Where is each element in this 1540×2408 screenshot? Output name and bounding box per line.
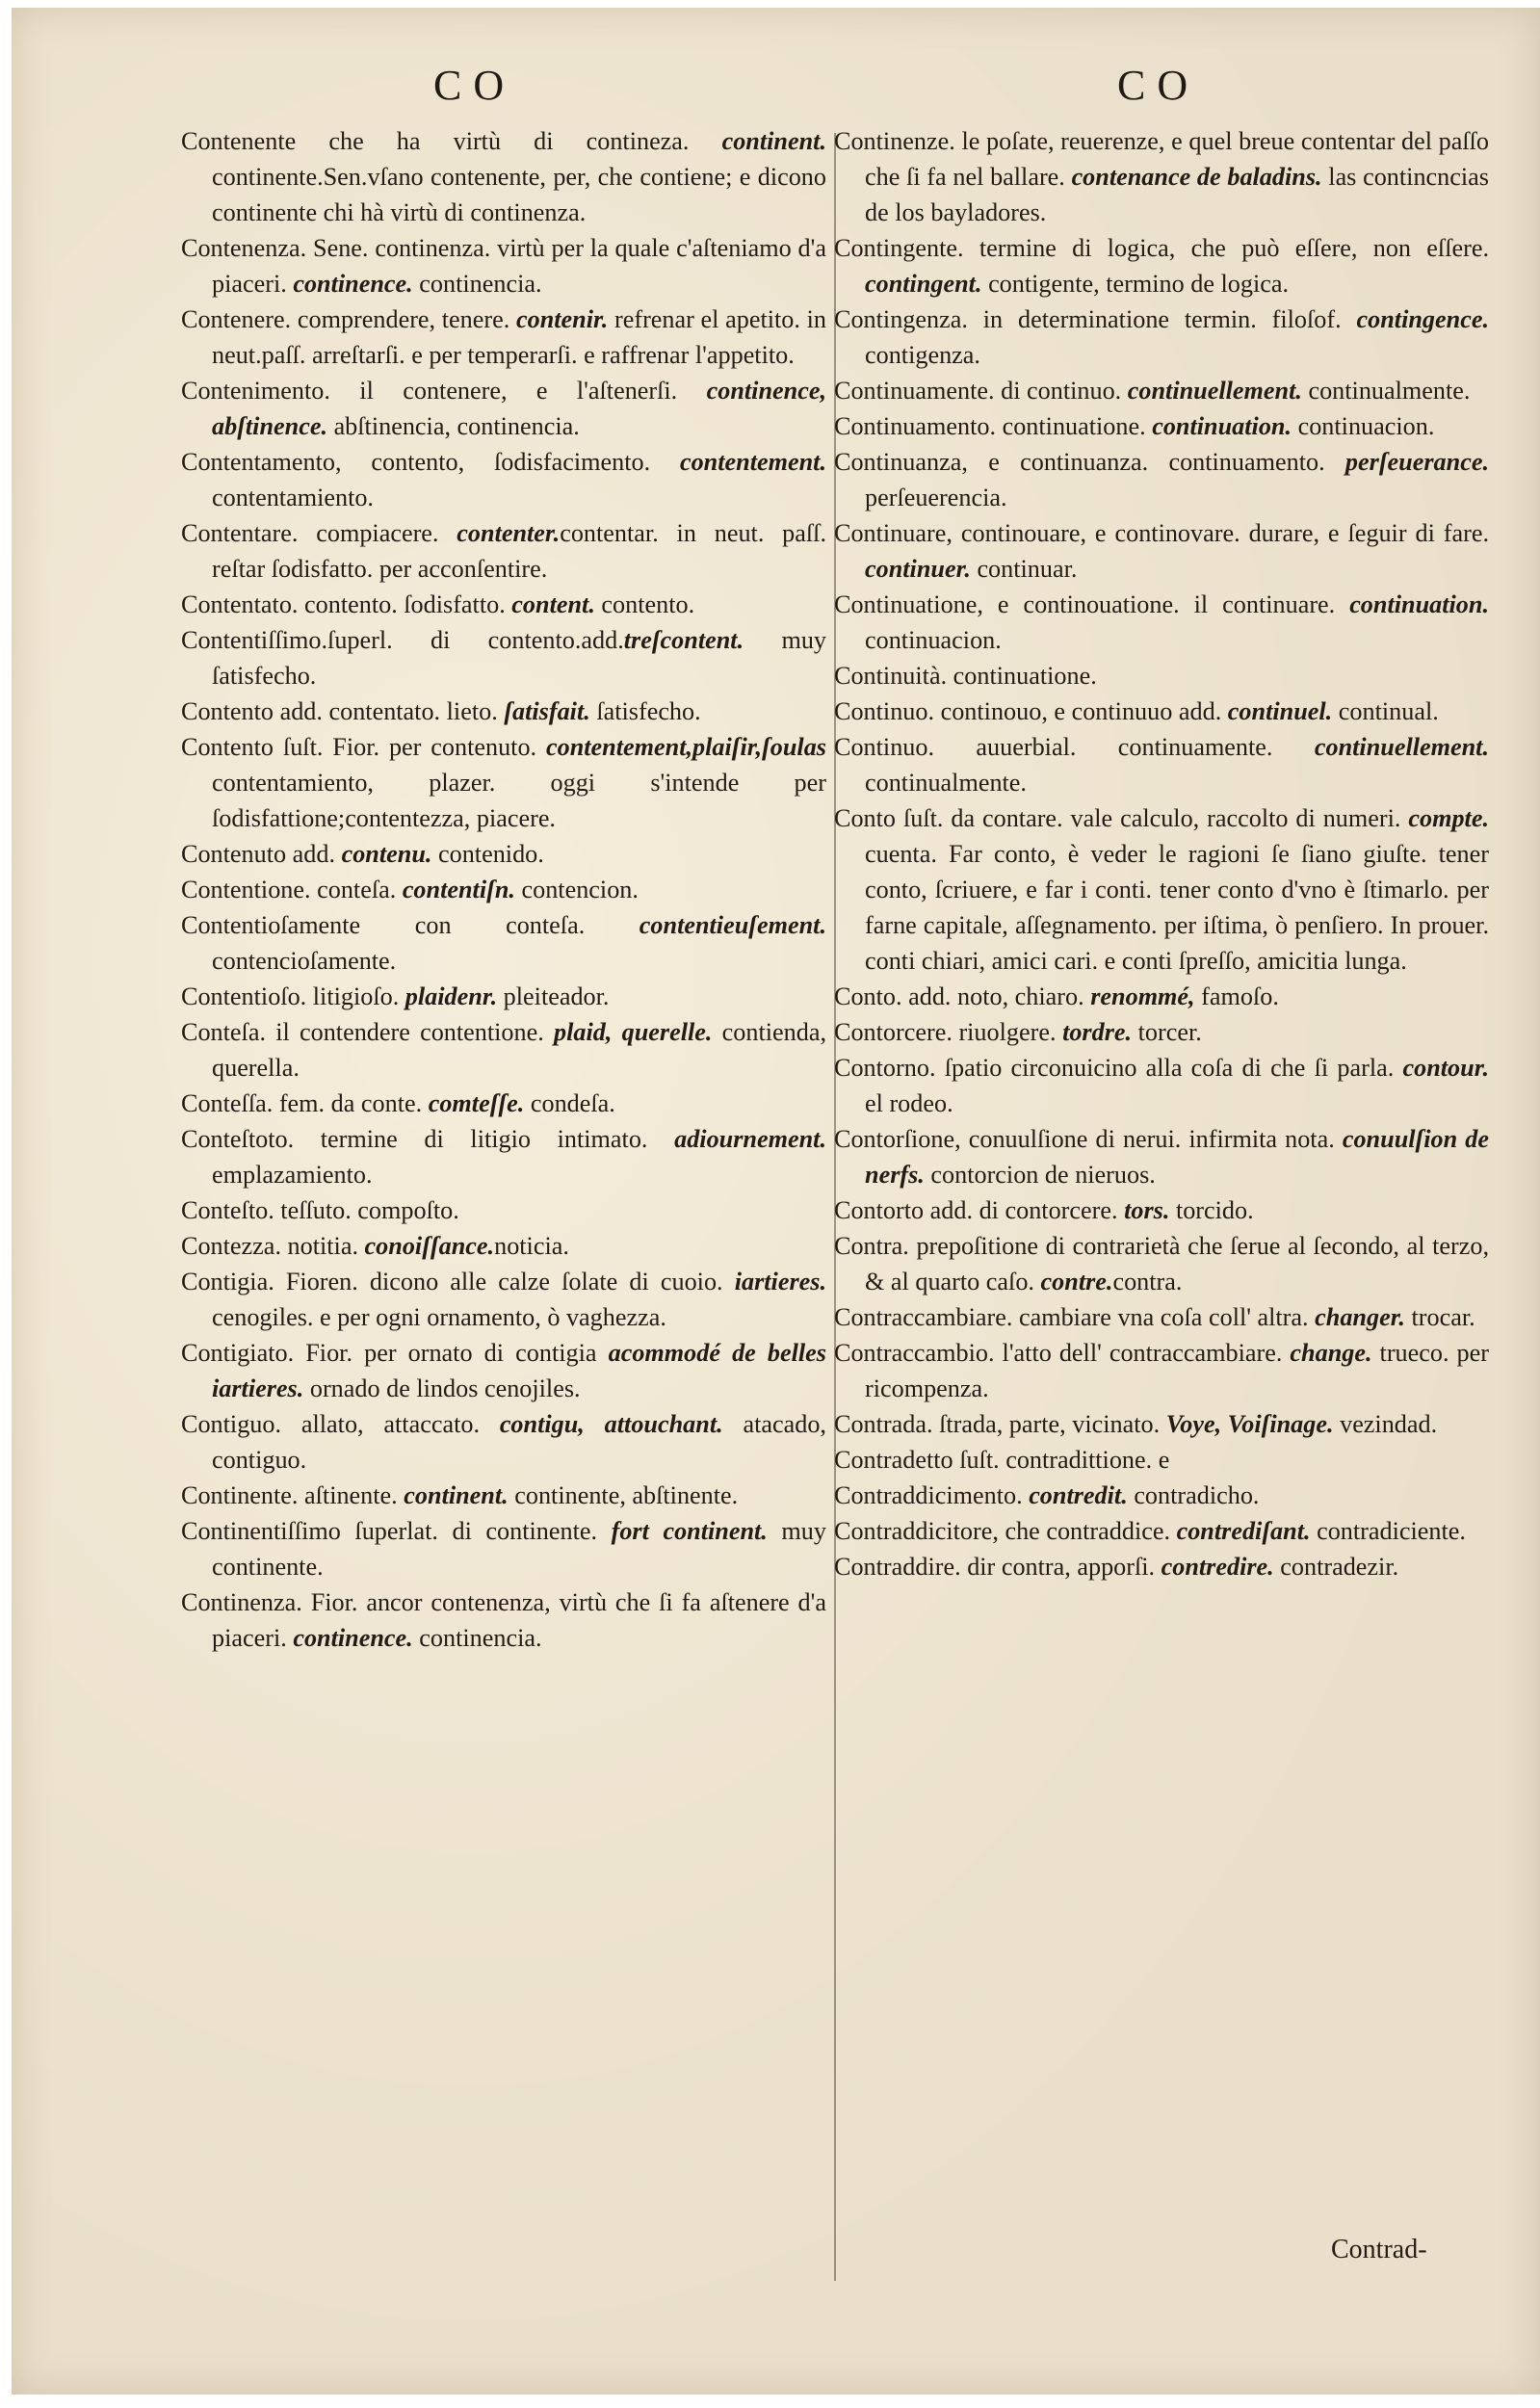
definition-text: . il contendere contentione.	[259, 1018, 555, 1046]
spanish-equivalent: continuar.	[970, 555, 1078, 583]
french-equivalent: compte.	[1408, 804, 1489, 832]
french-equivalent: continence.	[293, 1624, 413, 1652]
dictionary-entry	[834, 301, 1489, 373]
french-equivalent: content.	[511, 590, 595, 618]
definition-text: . conteſa.	[304, 876, 403, 903]
french-equivalent: treſcontent.	[623, 626, 744, 654]
french-equivalent: contentement,plaiſir,ſoulas	[546, 733, 826, 761]
spanish-equivalent: continencia.	[412, 270, 542, 298]
dictionary-entry	[834, 1335, 1489, 1406]
french-equivalent: contenter.	[457, 519, 561, 547]
spanish-equivalent: contentamiento, plazer. oggi s'intende per ſodisfattione;contentezza, piacere.	[212, 769, 826, 832]
left-column	[181, 123, 826, 1656]
headword: Conteſto	[181, 1196, 269, 1224]
dictionary-entry	[834, 408, 1489, 444]
definition-text: . teſſuto. compoſto.	[268, 1196, 459, 1224]
headword: Contenuto	[181, 840, 287, 868]
spanish-equivalent: famoſo.	[1194, 982, 1279, 1010]
definition-text: ſuperlat. di continente.	[340, 1517, 612, 1545]
dictionary-entry	[181, 373, 826, 444]
definition-text: . contento. ſodisfatto.	[291, 590, 512, 618]
headword: Contraddicitore	[834, 1517, 993, 1545]
dictionary-entry	[834, 444, 1489, 515]
definition-text: . prepoſitione di contrarietà che ſerue al ſecondo, al terzo, & al quarto caſo.	[865, 1232, 1489, 1296]
french-equivalent: continuer.	[865, 555, 971, 583]
spanish-equivalent: contienda, querella.	[212, 1018, 826, 1082]
definition-text: . riuolgere.	[946, 1018, 1063, 1046]
headword: Contenenza	[181, 234, 300, 262]
dictionary-entry	[834, 123, 1489, 230]
spanish-equivalent: continual.	[1332, 697, 1439, 725]
headword: Continuità	[834, 662, 941, 690]
french-equivalent: contre.	[1040, 1268, 1113, 1296]
dictionary-entry	[181, 301, 826, 373]
french-equivalent: conuulſion de nerfs.	[865, 1125, 1489, 1189]
dictionary-entry	[834, 979, 1489, 1014]
spanish-equivalent: contigente, termino de logica.	[981, 270, 1290, 298]
spanish-equivalent: atacado, contiguo.	[212, 1410, 826, 1474]
dictionary-entry	[181, 1406, 826, 1478]
dictionary-entry	[181, 1228, 826, 1264]
definition-text: , e continouatione. il continuare.	[977, 590, 1350, 618]
french-equivalent: continence, abſtinence.	[212, 377, 826, 440]
spanish-equivalent: ſatisfecho.	[589, 697, 701, 725]
french-equivalent: perſeuerance.	[1344, 448, 1489, 476]
spanish-equivalent: contradezir.	[1273, 1553, 1399, 1581]
definition-text: . termine di litigio intimato.	[287, 1125, 675, 1153]
catchword: Contrad-	[1331, 2235, 1427, 2264]
spanish-equivalent: continuacion.	[865, 626, 1002, 654]
definition-text: add. di contorcere.	[924, 1196, 1125, 1224]
headword: Continuo	[834, 733, 928, 761]
definition-text: ſuſt. da contare. vale calculo, raccolto di numeri.	[896, 804, 1409, 832]
headword: Conto	[834, 804, 897, 832]
definition-text: . termine di logica, che può eſſere, non eſſere.	[957, 234, 1489, 262]
french-equivalent: contenance de baladins.	[1071, 163, 1322, 191]
dictionary-entry	[181, 872, 826, 907]
definition-text: . Fior. ancor contenenza, virtù che ſi fa aſtenere d'a piaceri.	[212, 1588, 826, 1652]
headword: Continentiſſimo	[181, 1517, 341, 1545]
spanish-equivalent: contradiciente.	[1310, 1517, 1466, 1545]
french-equivalent: conoiſſance.	[364, 1232, 495, 1260]
french-equivalent: fort continent.	[611, 1517, 768, 1545]
french-equivalent: contredit.	[1029, 1481, 1128, 1509]
french-equivalent: iartieres.	[734, 1268, 826, 1296]
headword: Continente	[181, 1481, 292, 1509]
spanish-equivalent: contigenza.	[865, 341, 980, 369]
spanish-equivalent: perſeuerencia.	[865, 484, 1007, 511]
definition-text: .	[1016, 1481, 1030, 1509]
dictionary-entry	[181, 1192, 826, 1228]
definition-text: . add. noto, chiaro.	[896, 982, 1091, 1010]
headword: Contento	[181, 733, 274, 761]
dictionary-entry	[181, 1513, 826, 1584]
french-equivalent: acommodé de belles iartieres.	[212, 1339, 826, 1402]
dictionary-entry	[181, 1478, 826, 1513]
spanish-equivalent: condeſa.	[524, 1089, 615, 1117]
headword: Continuo	[834, 697, 928, 725]
headword: Contraccambio	[834, 1339, 988, 1367]
dictionary-entry	[834, 1549, 1489, 1584]
headword: Continenza	[181, 1588, 297, 1616]
french-equivalent: contingent.	[865, 270, 982, 298]
spanish-equivalent: cuenta. Far conto, è veder le ragioni ſe ſiano giuſte. tener conto, ſcriuere, e far i conti. tener conto d'vno è ſtimarlo. per farne capitale, aſſegnamento. per iſtima, ò penſiero. In prouer. conti chiari, amici cari. e conti ſpreſſo, amicitia lunga.	[865, 840, 1489, 975]
spanish-equivalent: torcido.	[1169, 1196, 1254, 1224]
dictionary-entry	[181, 729, 826, 836]
definition-text: . compiacere.	[291, 519, 457, 547]
headword: Contorſione	[834, 1125, 955, 1153]
spanish-equivalent: noticia.	[494, 1232, 569, 1260]
definition-text: . aſtinente.	[291, 1481, 405, 1509]
spanish-equivalent: contradicho.	[1127, 1481, 1260, 1509]
definition-text: . ſtrada, parte, vicinato.	[927, 1410, 1166, 1438]
french-equivalent: contenu.	[341, 840, 432, 868]
french-equivalent: continuel.	[1227, 697, 1333, 725]
definition-text: . di continuo.	[988, 377, 1128, 405]
spanish-equivalent: pleiteador.	[497, 982, 610, 1010]
french-equivalent: change.	[1290, 1339, 1372, 1367]
headword: Contento	[181, 697, 274, 725]
spanish-equivalent: vezindad.	[1333, 1410, 1438, 1438]
headword: Contraddire	[834, 1553, 955, 1581]
french-equivalent: changer.	[1315, 1303, 1405, 1331]
headword: Contentione	[181, 876, 305, 903]
headword: Contentamento	[181, 448, 336, 476]
dictionary-entry	[834, 1228, 1489, 1299]
definition-text: . allato, attaccato.	[274, 1410, 500, 1438]
spanish-equivalent: muy ſatisfecho.	[212, 626, 827, 690]
french-equivalent: ſatisfait.	[504, 697, 590, 725]
headword: Contingente	[834, 234, 958, 262]
french-equivalent: continuation.	[1152, 412, 1292, 440]
definition-text: . notitia.	[274, 1232, 365, 1260]
dictionary-entry	[181, 1086, 826, 1121]
dictionary-entry	[834, 1478, 1489, 1513]
definition-text: . litigioſo.	[300, 982, 405, 1010]
spanish-equivalent: trocar.	[1404, 1303, 1475, 1331]
definition-text: add.	[286, 840, 342, 868]
definition-text: . cambiare vna coſa coll' altra.	[1005, 1303, 1316, 1331]
spanish-equivalent: abſtinencia, continencia.	[327, 412, 580, 440]
french-equivalent: plaidenr.	[405, 982, 498, 1010]
running-header-right: CO	[1117, 62, 1200, 109]
definition-text: . ſpatio circonuicino alla coſa di che ſi parla.	[928, 1054, 1403, 1082]
spanish-equivalent: contencioſamente.	[212, 947, 397, 975]
spanish-equivalent: contenido.	[431, 840, 544, 868]
definition-text: , che contraddice.	[992, 1517, 1177, 1545]
headword: Continuanza	[834, 448, 962, 476]
dictionary-entry	[834, 1014, 1489, 1050]
spanish-equivalent: emplazamiento.	[212, 1161, 373, 1189]
spanish-equivalent: trueco. per ricompenza.	[865, 1339, 1489, 1402]
french-equivalent: continuation.	[1349, 590, 1489, 618]
headword: Contenimento	[181, 377, 325, 405]
french-equivalent: continence.	[293, 270, 413, 298]
french-equivalent: adiournement.	[674, 1125, 826, 1153]
headword: Conto	[834, 982, 897, 1010]
french-equivalent: continuellement.	[1127, 377, 1302, 405]
spanish-equivalent: continualmente.	[1301, 377, 1471, 405]
dictionary-entry	[834, 1513, 1489, 1549]
definition-text: , continouare, e continovare. durare, e ſeguir di fare.	[946, 519, 1489, 547]
french-equivalent: contentement.	[679, 448, 826, 476]
definition-text: . continuatione.	[989, 412, 1153, 440]
headword: Contraccambiare	[834, 1303, 1006, 1331]
spanish-equivalent: contorcion de nieruos.	[924, 1161, 1156, 1189]
headword: Contigiato	[181, 1339, 288, 1367]
french-equivalent: contentiſn.	[402, 876, 515, 903]
headword: Continuare	[834, 519, 947, 547]
spanish-equivalent: contento.	[594, 590, 695, 618]
dictionary-entry	[834, 694, 1489, 729]
dictionary-entry	[834, 230, 1489, 301]
headword: Contrada	[834, 1410, 927, 1438]
dictionary-entry	[834, 729, 1489, 800]
french-equivalent: Voye, Voiſinage.	[1165, 1410, 1334, 1438]
spanish-equivalent: refrenar el apetito. in neut.paſſ. arreſtarſi. e per temperarſi. e raffrenar l'appetito.	[212, 305, 826, 369]
french-equivalent: contingence.	[1356, 305, 1489, 333]
definition-text: che ha virtù di contineza.	[296, 127, 722, 155]
dictionary-entry	[181, 1014, 826, 1086]
headword: Contradetto	[834, 1446, 953, 1474]
french-equivalent: contredire.	[1161, 1553, 1274, 1581]
dictionary-entry	[181, 1335, 826, 1406]
definition-text: , contento, ſodisfacimento.	[335, 448, 680, 476]
definition-text: ſuſt. Fior. per contenuto.	[274, 733, 546, 761]
definition-text: . Sene. continenza. virtù per la quale c'aſteniamo d'a piaceri.	[212, 234, 826, 298]
definition-text: . l'atto dell' contraccambiare.	[987, 1339, 1291, 1367]
headword: Contraddicimento	[834, 1481, 1017, 1509]
dictionary-entry	[834, 658, 1489, 694]
spanish-equivalent: contentamiento.	[212, 484, 374, 511]
spanish-equivalent: continuacion.	[1292, 412, 1435, 440]
headword: Contingenza	[834, 305, 962, 333]
french-equivalent: continuellement.	[1314, 733, 1489, 761]
dictionary-entry	[181, 444, 826, 515]
spanish-equivalent: el rodeo.	[865, 1089, 953, 1117]
dictionary-entry	[181, 230, 826, 301]
headword: Contigia	[181, 1268, 269, 1296]
spanish-equivalent: contencion.	[514, 876, 639, 903]
definition-text: . le poſate, reuerenze, e quel breue contentar del paſſo che ſi fa nel ballare.	[865, 127, 1489, 191]
headword: Contenere	[181, 305, 285, 333]
french-equivalent: plaid, querelle.	[554, 1018, 713, 1046]
dictionary-entry	[181, 1584, 826, 1656]
definition-text: . continouo, e continuuo add.	[927, 697, 1228, 725]
dictionary-entry	[834, 1442, 1489, 1478]
definition-text: .ſuperl. di contento.add.	[321, 626, 624, 654]
spanish-equivalent: ornado de lindos cenojiles.	[303, 1374, 581, 1402]
french-equivalent: contigu, attouchant.	[499, 1410, 723, 1438]
definition-text: . il contenere, e l'aſtenerſi.	[324, 377, 707, 405]
spanish-equivalent: continencia.	[412, 1624, 542, 1652]
headword: Contorcere	[834, 1018, 947, 1046]
dictionary-entry	[834, 1121, 1489, 1192]
headword: Continuatione	[834, 590, 978, 618]
definition-text: . Fioren. dicono alle calze ſolate di cuoio.	[268, 1268, 735, 1296]
headword: Contentioſo	[181, 982, 300, 1010]
definition-text: . fem. da conte.	[266, 1089, 429, 1117]
headword: Continenze	[834, 127, 950, 155]
french-equivalent: tors.	[1124, 1196, 1170, 1224]
spanish-equivalent: continente, abſtinente.	[508, 1481, 739, 1509]
definition-text: con conteſa.	[360, 911, 639, 939]
headword: Contentare	[181, 519, 292, 547]
dictionary-entry	[834, 1050, 1489, 1121]
dictionary-entry	[834, 587, 1489, 658]
dictionary-entry	[181, 1264, 826, 1335]
headword: Contenente	[181, 127, 297, 155]
definition-text: . auuerbial. continuamente.	[927, 733, 1315, 761]
french-equivalent: contour.	[1402, 1054, 1489, 1082]
definition-text: . Fior. per ornato di contigia	[287, 1339, 609, 1367]
definition-text: , conuulſione di nerui. infirmita nota.	[954, 1125, 1343, 1153]
headword: Conteſa	[181, 1018, 260, 1046]
french-equivalent: tordre.	[1062, 1018, 1133, 1046]
dictionary-entry	[181, 515, 826, 587]
spanish-equivalent: muy continente.	[212, 1517, 826, 1581]
dictionary-entry	[834, 373, 1489, 408]
dictionary-entry	[834, 800, 1489, 979]
definition-text: . comprendere, tenere.	[284, 305, 516, 333]
dictionary-entry	[181, 587, 826, 622]
headword: Conteſtoto	[181, 1125, 288, 1153]
dictionary-entry	[181, 123, 826, 230]
dictionary-entry	[834, 515, 1489, 587]
dictionary-entry	[834, 1406, 1489, 1442]
french-equivalent: contrediſant.	[1176, 1517, 1311, 1545]
headword: Contiguo	[181, 1410, 275, 1438]
headword: Contra	[834, 1232, 903, 1260]
headword: Contezza	[181, 1232, 275, 1260]
headword: Conteſſa	[181, 1089, 267, 1117]
french-equivalent: renommé,	[1090, 982, 1195, 1010]
definition-text: . dir contra, apporſi.	[954, 1553, 1162, 1581]
headword: Continuamento	[834, 412, 990, 440]
definition-text: ſuſt. contradittione. e	[953, 1446, 1170, 1474]
headword: Contorno	[834, 1054, 929, 1082]
definition-text: , e continuanza. continuamento.	[961, 448, 1345, 476]
dictionary-entry	[181, 836, 826, 872]
running-header-left: CO	[433, 62, 516, 109]
dictionary-entry	[834, 1192, 1489, 1228]
french-equivalent: comteſſe.	[428, 1089, 525, 1117]
dictionary-entry	[181, 1121, 826, 1192]
french-equivalent: continent.	[721, 127, 826, 155]
spanish-equivalent: continualmente.	[865, 769, 1027, 797]
headword: Contorto	[834, 1196, 925, 1224]
spanish-equivalent: torcer.	[1132, 1018, 1202, 1046]
spanish-equivalent: contentar. in neut. paſſ. reſtar ſodisfatto. per acconſentire.	[212, 519, 826, 583]
spanish-equivalent: continente.Sen.vſano contenente, per, che contiene; e dicono continente chi hà virtù di continenza.	[212, 163, 826, 226]
dictionary-entry	[834, 1299, 1489, 1335]
headword: Contentioſamente	[181, 911, 361, 939]
french-equivalent: contenir.	[515, 305, 609, 333]
right-column	[834, 123, 1489, 1584]
dictionary-entry	[181, 907, 826, 979]
definition-text: . in determinatione termin. filoſof.	[961, 305, 1357, 333]
book-page	[12, 8, 1540, 2395]
headword: Contentato	[181, 590, 292, 618]
headword: Contentiſſimo	[181, 626, 322, 654]
dictionary-entry	[181, 979, 826, 1014]
dictionary-entry	[181, 694, 826, 729]
definition-text: . continuatione.	[940, 662, 1097, 690]
dictionary-entry	[181, 622, 826, 694]
french-equivalent: contentieuſement.	[639, 911, 826, 939]
french-equivalent: continent.	[404, 1481, 509, 1509]
definition-text: add. contentato. lieto.	[274, 697, 505, 725]
spanish-equivalent: las contincncias de los bayladores.	[865, 163, 1489, 226]
spanish-equivalent: contra.	[1112, 1268, 1183, 1296]
headword: Continuamente	[834, 377, 989, 405]
spanish-equivalent: cenogiles. e per ogni ornamento, ò vaghezza.	[212, 1303, 666, 1331]
